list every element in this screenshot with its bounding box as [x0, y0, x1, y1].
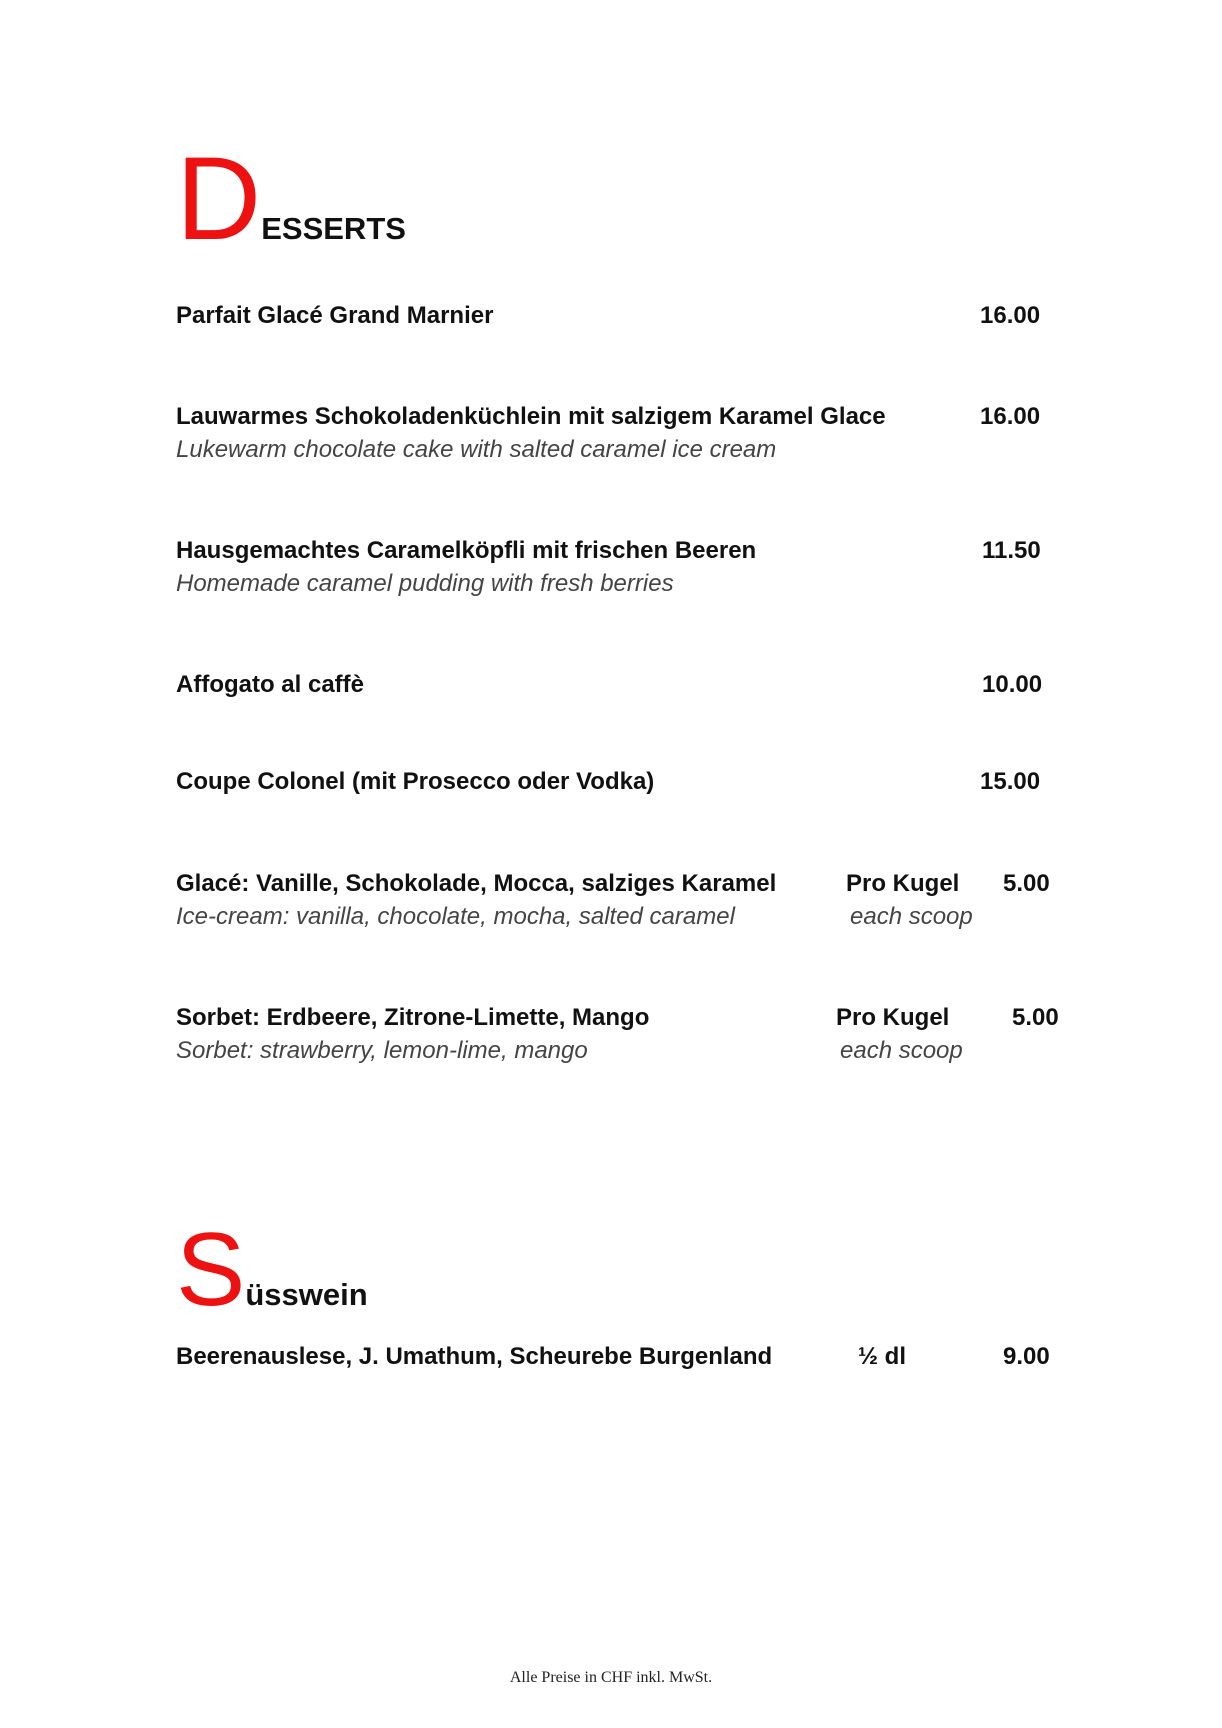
item-description: Lukewarm chocolate cake with salted caramel ice cream: [176, 436, 777, 463]
item-unit: ½ dl: [858, 1343, 907, 1370]
item-price: 11.50: [982, 537, 1041, 564]
item-price: 16.00: [980, 403, 1041, 430]
item-name: Sorbet: Erdbeere, Zitrone-Limette, Mango: [176, 1004, 650, 1031]
item-name: Parfait Glacé Grand Marnier: [176, 302, 494, 329]
desserts-heading: [176, 133, 406, 265]
price-footnote: Alle Preise in CHF inkl. MwSt.: [509, 1669, 713, 1686]
item-price: 15.00: [980, 768, 1041, 795]
item-price: 9.00: [1003, 1343, 1050, 1370]
suesswein-heading: [176, 1212, 368, 1328]
item-description: Sorbet: strawberry, lemon-lime, mango: [176, 1037, 588, 1064]
item-name: Glacé: Vanille, Schokolade, Mocca, salziges Karamel: [176, 870, 777, 897]
item-price: 10.00: [982, 671, 1043, 698]
item-description: Homemade caramel pudding with fresh berries: [176, 570, 674, 597]
item-name: Lauwarmes Schokoladenküchlein mit salzigem Karamel Glace: [176, 403, 886, 430]
desserts-heading-rest: ESSERTS: [261, 211, 406, 246]
item-name: Hausgemachtes Caramelköpfli mit frischen Beeren: [176, 537, 757, 564]
item-unit: Pro Kugel: [836, 1004, 950, 1031]
suesswein-heading-initial: S: [176, 1212, 246, 1328]
item-unit-sub: each scoop: [850, 903, 973, 930]
suesswein-heading-rest: üsswein: [245, 1277, 368, 1312]
item-name: Coupe Colonel (mit Prosecco oder Vodka): [176, 768, 655, 795]
item-name: Affogato al caffè: [176, 671, 365, 698]
item-price: 16.00: [980, 302, 1041, 329]
item-name: Beerenauslese, J. Umathum, Scheurebe Burgenland: [176, 1343, 773, 1370]
item-price: 5.00: [1003, 870, 1050, 897]
item-price: 5.00: [1012, 1004, 1059, 1031]
item-unit: Pro Kugel: [846, 870, 960, 897]
item-description: Ice-cream: vanilla, chocolate, mocha, salted caramel: [176, 903, 735, 930]
desserts-heading-initial: D: [176, 133, 262, 265]
item-unit-sub: each scoop: [840, 1037, 963, 1064]
